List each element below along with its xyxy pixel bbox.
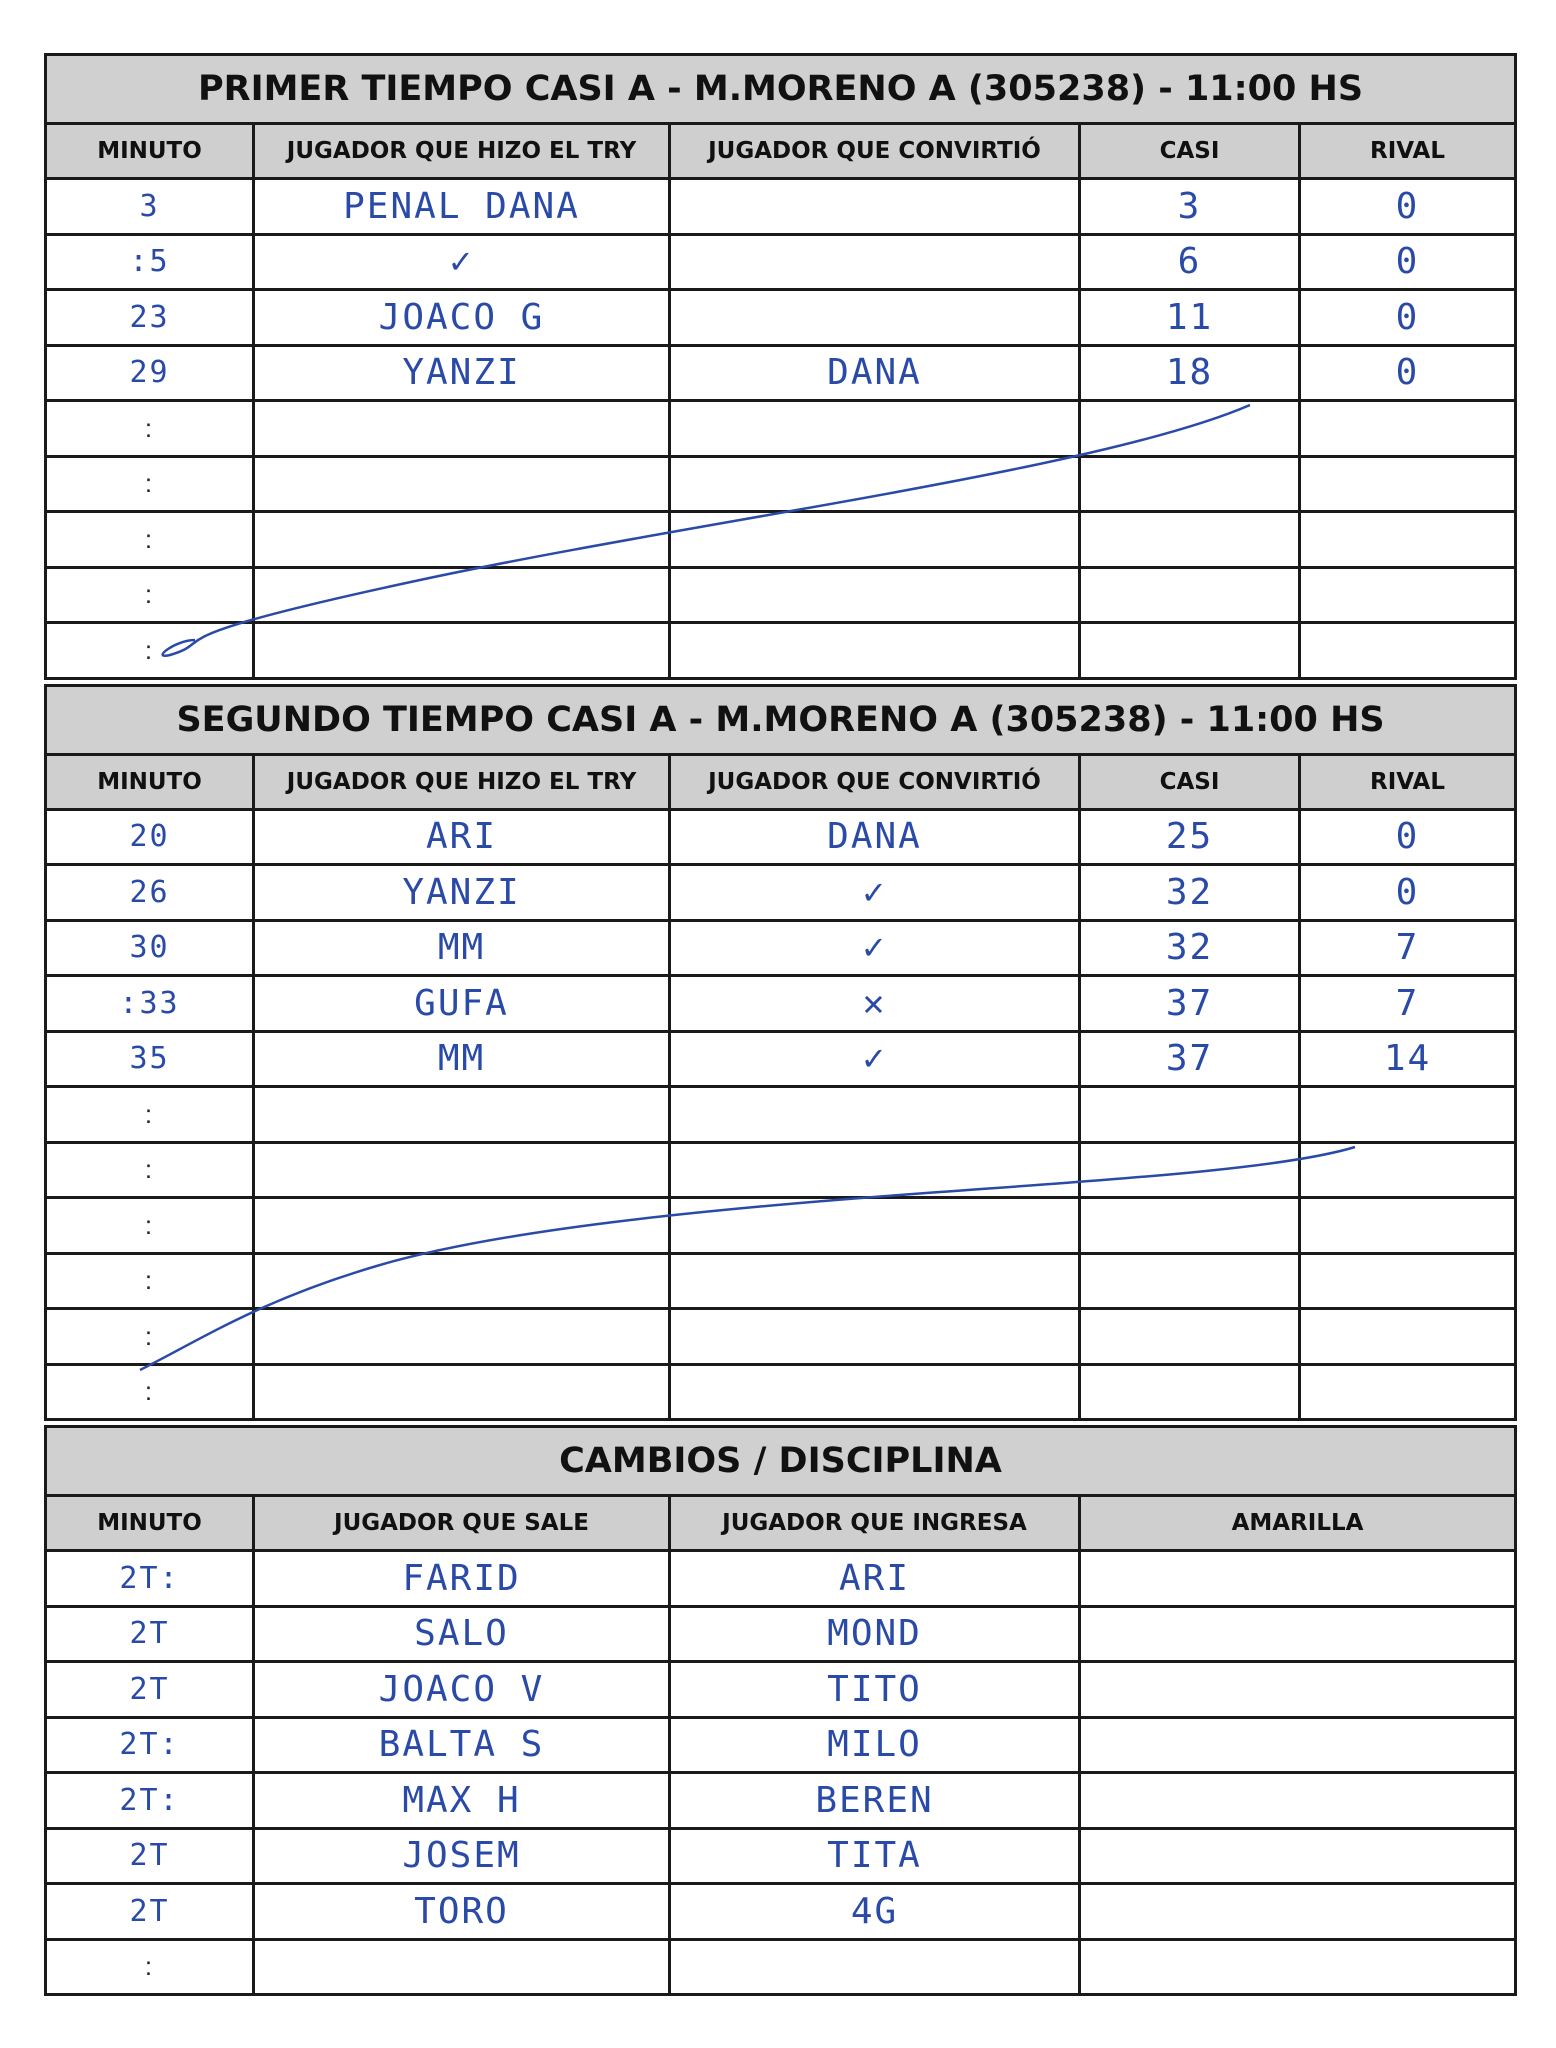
second-half-try-cell: MM — [254, 920, 670, 976]
header-minuto: MINUTO — [46, 124, 254, 179]
second-half-convirtio-cell — [670, 1309, 1080, 1365]
first-half-casi-cell — [1080, 623, 1300, 679]
table-row — [46, 1253, 1516, 1309]
table-row — [46, 1142, 1516, 1198]
header-rival: RIVAL — [1300, 124, 1516, 179]
first-half-try-cell — [254, 456, 670, 512]
first-half-minuto-cell: : — [46, 456, 254, 512]
first-half-try-cell: ✓ — [254, 234, 670, 290]
table-row — [46, 456, 1516, 512]
second-half-casi-cell: 37 — [1080, 976, 1300, 1032]
substitution-sale-cell: BALTA S — [254, 1717, 670, 1773]
table-row — [46, 1309, 1516, 1365]
table-row — [46, 865, 1516, 921]
second-half-try-cell: MM — [254, 1031, 670, 1087]
score-sheet — [44, 53, 1514, 1996]
first-half-minuto-cell: :5 — [46, 234, 254, 290]
substitution-minuto-cell: 2T — [46, 1662, 254, 1718]
header-amarilla: AMARILLA — [1080, 1496, 1516, 1551]
substitution-ingresa-cell: 4G — [670, 1884, 1080, 1940]
first-half-rival-cell — [1300, 456, 1516, 512]
first-half-minuto-cell: 3 — [46, 179, 254, 235]
substitution-ingresa-cell: BEREN — [670, 1773, 1080, 1829]
table-row — [46, 920, 1516, 976]
substitutions-rows — [46, 1551, 1516, 1995]
second-half-title: SEGUNDO TIEMPO CASI A - M.MORENO A (305238) - 11:00 HS — [46, 685, 1516, 754]
header-ingresa: JUGADOR QUE INGRESA — [670, 1496, 1080, 1551]
second-half-convirtio-cell — [670, 1253, 1080, 1309]
second-half-casi-cell: 25 — [1080, 809, 1300, 865]
substitution-minuto-cell: 2T: — [46, 1551, 254, 1607]
first-half-try-cell — [254, 623, 670, 679]
first-half-casi-cell — [1080, 401, 1300, 457]
first-half-minuto-cell: 23 — [46, 290, 254, 346]
first-half-rows — [46, 179, 1516, 679]
second-half-minuto-cell: :33 — [46, 976, 254, 1032]
second-half-rival-cell — [1300, 1309, 1516, 1365]
table-row — [46, 345, 1516, 401]
second-half-casi-cell: 37 — [1080, 1031, 1300, 1087]
first-half-convirtio-cell — [670, 567, 1080, 623]
table-row — [46, 1828, 1516, 1884]
table-row — [46, 1662, 1516, 1718]
table-row — [46, 1717, 1516, 1773]
first-half-rival-cell — [1300, 567, 1516, 623]
first-half-rival-cell — [1300, 401, 1516, 457]
table-row — [46, 1551, 1516, 1607]
first-half-rival-cell: 0 — [1300, 179, 1516, 235]
substitution-amarilla-cell — [1080, 1828, 1516, 1884]
substitution-amarilla-cell — [1080, 1551, 1516, 1607]
header-convirtio: JUGADOR QUE CONVIRTIÓ — [670, 754, 1080, 809]
second-half-convirtio-cell — [670, 1142, 1080, 1198]
substitution-amarilla-cell — [1080, 1662, 1516, 1718]
first-half-try-cell: PENAL DANA — [254, 179, 670, 235]
table-row — [46, 512, 1516, 568]
second-half-minuto-cell: 20 — [46, 809, 254, 865]
substitution-ingresa-cell: TITA — [670, 1828, 1080, 1884]
first-half-rival-cell — [1300, 623, 1516, 679]
second-half-rival-cell: 7 — [1300, 976, 1516, 1032]
first-half-casi-cell — [1080, 567, 1300, 623]
substitution-sale-cell: SALO — [254, 1606, 670, 1662]
second-half-try-cell — [254, 1087, 670, 1143]
first-half-convirtio-cell — [670, 179, 1080, 235]
table-row — [46, 1198, 1516, 1254]
first-half-try-cell — [254, 567, 670, 623]
table-row — [46, 1364, 1516, 1420]
second-half-try-cell: YANZI — [254, 865, 670, 921]
second-half-rival-cell: 0 — [1300, 865, 1516, 921]
substitution-ingresa-cell: ARI — [670, 1551, 1080, 1607]
second-half-rival-cell — [1300, 1142, 1516, 1198]
substitution-sale-cell: FARID — [254, 1551, 670, 1607]
second-half-minuto-cell: 26 — [46, 865, 254, 921]
second-half-try-cell — [254, 1309, 670, 1365]
second-half-convirtio-cell — [670, 1087, 1080, 1143]
substitution-minuto-cell: 2T — [46, 1884, 254, 1940]
substitution-minuto-cell: 2T — [46, 1828, 254, 1884]
substitutions-table — [44, 1425, 1517, 1996]
second-half-try-cell: ARI — [254, 809, 670, 865]
second-half-casi-cell — [1080, 1253, 1300, 1309]
substitution-ingresa-cell — [670, 1939, 1080, 1995]
header-minuto: MINUTO — [46, 754, 254, 809]
table-row — [46, 290, 1516, 346]
first-half-try-cell — [254, 512, 670, 568]
substitution-ingresa-cell: MOND — [670, 1606, 1080, 1662]
second-half-try-cell: GUFA — [254, 976, 670, 1032]
substitution-minuto-cell: 2T: — [46, 1773, 254, 1829]
first-half-casi-cell — [1080, 512, 1300, 568]
header-minuto: MINUTO — [46, 1496, 254, 1551]
substitution-minuto-cell: 2T: — [46, 1717, 254, 1773]
first-half-rival-cell: 0 — [1300, 234, 1516, 290]
table-row — [46, 809, 1516, 865]
first-half-minuto-cell: : — [46, 567, 254, 623]
second-half-casi-cell — [1080, 1087, 1300, 1143]
substitution-amarilla-cell — [1080, 1773, 1516, 1829]
second-half-minuto-cell: : — [46, 1142, 254, 1198]
substitution-amarilla-cell — [1080, 1939, 1516, 1995]
table-row — [46, 1031, 1516, 1087]
table-row — [46, 1773, 1516, 1829]
table-row — [46, 567, 1516, 623]
header-casi: CASI — [1080, 124, 1300, 179]
second-half-minuto-cell: : — [46, 1253, 254, 1309]
table-row — [46, 623, 1516, 679]
second-half-minuto-cell: : — [46, 1364, 254, 1420]
substitution-sale-cell — [254, 1939, 670, 1995]
second-half-minuto-cell: : — [46, 1198, 254, 1254]
table-row — [46, 179, 1516, 235]
second-half-convirtio-cell — [670, 1364, 1080, 1420]
header-rival: RIVAL — [1300, 754, 1516, 809]
substitution-minuto-cell: : — [46, 1939, 254, 1995]
second-half-try-cell — [254, 1253, 670, 1309]
second-half-rows — [46, 809, 1516, 1420]
first-half-minuto-cell: : — [46, 512, 254, 568]
substitution-sale-cell: TORO — [254, 1884, 670, 1940]
second-half-casi-cell — [1080, 1142, 1300, 1198]
first-half-convirtio-cell — [670, 456, 1080, 512]
substitution-amarilla-cell — [1080, 1884, 1516, 1940]
first-half-convirtio-cell — [670, 401, 1080, 457]
first-half-convirtio-cell — [670, 234, 1080, 290]
second-half-casi-cell: 32 — [1080, 920, 1300, 976]
table-row — [46, 234, 1516, 290]
second-half-convirtio-cell: ✓ — [670, 920, 1080, 976]
first-half-rival-cell — [1300, 512, 1516, 568]
header-casi: CASI — [1080, 754, 1300, 809]
second-half-table — [44, 684, 1517, 1422]
second-half-convirtio-cell: ✓ — [670, 865, 1080, 921]
table-row — [46, 976, 1516, 1032]
first-half-minuto-cell: 29 — [46, 345, 254, 401]
first-half-rival-cell: 0 — [1300, 345, 1516, 401]
substitution-sale-cell: MAX H — [254, 1773, 670, 1829]
first-half-casi-cell: 11 — [1080, 290, 1300, 346]
table-row — [46, 1884, 1516, 1940]
second-half-convirtio-cell: ✕ — [670, 976, 1080, 1032]
substitutions-title: CAMBIOS / DISCIPLINA — [46, 1427, 1516, 1496]
substitution-sale-cell: JOSEM — [254, 1828, 670, 1884]
first-half-convirtio-cell — [670, 290, 1080, 346]
substitution-ingresa-cell: TITO — [670, 1662, 1080, 1718]
substitution-amarilla-cell — [1080, 1606, 1516, 1662]
table-row — [46, 401, 1516, 457]
second-half-try-cell — [254, 1364, 670, 1420]
substitution-ingresa-cell: MILO — [670, 1717, 1080, 1773]
first-half-title: PRIMER TIEMPO CASI A - M.MORENO A (305238) - 11:00 HS — [46, 55, 1516, 124]
table-row — [46, 1939, 1516, 1995]
second-half-convirtio-cell: DANA — [670, 809, 1080, 865]
substitution-amarilla-cell — [1080, 1717, 1516, 1773]
second-half-casi-cell — [1080, 1198, 1300, 1254]
second-half-rival-cell: 14 — [1300, 1031, 1516, 1087]
first-half-table — [44, 53, 1517, 680]
first-half-try-cell — [254, 401, 670, 457]
table-row — [46, 1087, 1516, 1143]
second-half-convirtio-cell: ✓ — [670, 1031, 1080, 1087]
second-half-casi-cell: 32 — [1080, 865, 1300, 921]
second-half-try-cell — [254, 1142, 670, 1198]
substitution-minuto-cell: 2T — [46, 1606, 254, 1662]
first-half-try-cell: YANZI — [254, 345, 670, 401]
first-half-casi-cell — [1080, 456, 1300, 512]
second-half-rival-cell — [1300, 1364, 1516, 1420]
first-half-minuto-cell: : — [46, 401, 254, 457]
second-half-rival-cell — [1300, 1198, 1516, 1254]
first-half-minuto-cell: : — [46, 623, 254, 679]
second-half-minuto-cell: 30 — [46, 920, 254, 976]
header-convirtio: JUGADOR QUE CONVIRTIÓ — [670, 124, 1080, 179]
header-try: JUGADOR QUE HIZO EL TRY — [254, 754, 670, 809]
second-half-rival-cell — [1300, 1087, 1516, 1143]
second-half-rival-cell: 7 — [1300, 920, 1516, 976]
second-half-casi-cell — [1080, 1364, 1300, 1420]
first-half-casi-cell: 18 — [1080, 345, 1300, 401]
table-row — [46, 1606, 1516, 1662]
second-half-minuto-cell: : — [46, 1309, 254, 1365]
first-half-try-cell: JOACO G — [254, 290, 670, 346]
first-half-convirtio-cell — [670, 623, 1080, 679]
header-sale: JUGADOR QUE SALE — [254, 1496, 670, 1551]
second-half-rival-cell: 0 — [1300, 809, 1516, 865]
header-try: JUGADOR QUE HIZO EL TRY — [254, 124, 670, 179]
second-half-casi-cell — [1080, 1309, 1300, 1365]
second-half-rival-cell — [1300, 1253, 1516, 1309]
second-half-try-cell — [254, 1198, 670, 1254]
second-half-minuto-cell: 35 — [46, 1031, 254, 1087]
second-half-convirtio-cell — [670, 1198, 1080, 1254]
second-half-minuto-cell: : — [46, 1087, 254, 1143]
first-half-convirtio-cell — [670, 512, 1080, 568]
first-half-casi-cell: 6 — [1080, 234, 1300, 290]
first-half-casi-cell: 3 — [1080, 179, 1300, 235]
first-half-rival-cell: 0 — [1300, 290, 1516, 346]
first-half-convirtio-cell: DANA — [670, 345, 1080, 401]
substitution-sale-cell: JOACO V — [254, 1662, 670, 1718]
